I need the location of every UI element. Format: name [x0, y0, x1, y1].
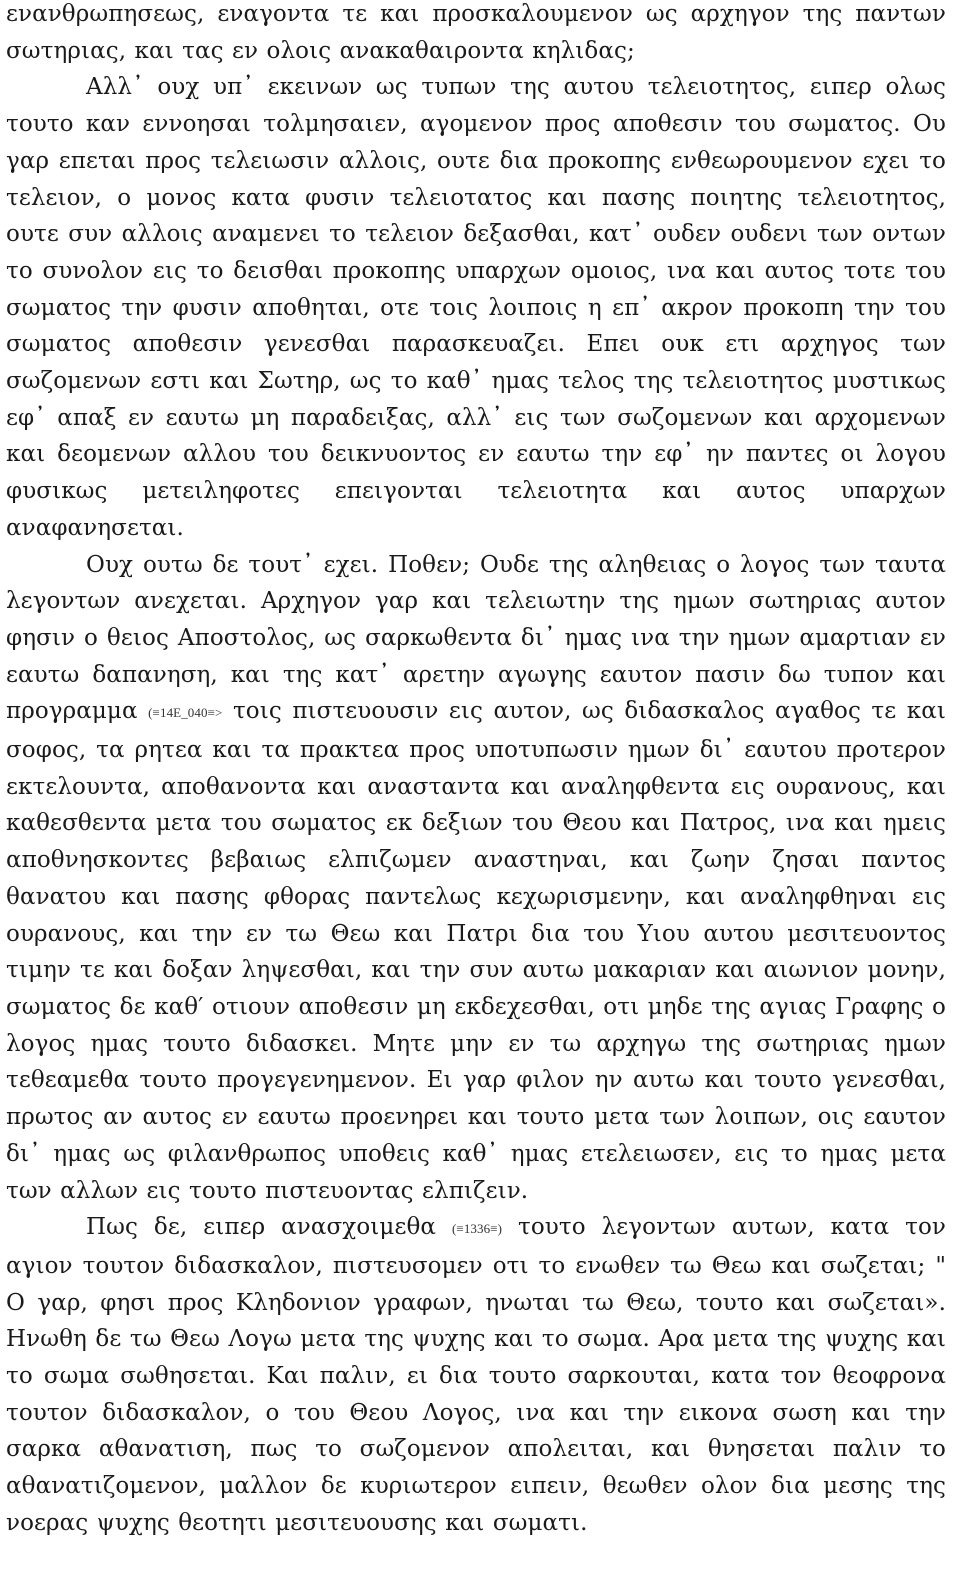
paragraph-3	[6, 547, 946, 1210]
paragraph-text: Ουχ ουτω δε τουτ᾽ εχει. Ποθεν; Ουδε της αληθειας ο λογος των ταυτα λεγοντων ανεχεται. Αρχηγον γαρ και τελειωτην της ημων σωτηριας αυτον φησιν ο θειος Αποστολος, ως σαρκωθεντα δι᾽ ημας ινα την ημων αμαρτιαν εν εαυτω δαπανηση, και της κατ᾽ αρετην αγωγης εαυτον πασιν δω τυπον και προγραμμα	[6, 551, 946, 725]
paragraph-text: τοις πιστευουσιν εις αυτον, ως διδασκαλος αγαθος τε και σοφος, τα ρητεα και τα πρακτεα προς υποτυπωσιν ημων δι᾽ εαυτου προτερον εκτελουντα, αποθανοντα και ανασταντα και αναληφθεντα εις ουρανους, και καθεσθεντα μετα του σωματος εκ δεξιων του Θεου και Πατρος, ινα και ημεις αποθνησκοντες βεβαιως ελπιζωμεν αναστηναι, και ζωην ζησαι παντος θανατου και πασης φθορας παντελως κεχωρισμενην, και αναληφθηναι εις ουρανους, και την εν τω Θεω και Πατρι δια του Υιου αυτου μεσιτευοντος τιμην τε και δοξαν ληψεσθαι, και την συν αυτω μακαριαν και αιωνιον μονην, σωματος δε καθ′ οτιουν αποθεσιν μη εκδεχεσθαι, οτι μηδε της αγιας Γραφης ο λογος ημας τουτο διδασκει. Μητε μην εν τω αρχηγω της σωτηριας ημων τεθεαμεθα τουτο προγεγενημενον. Ει γαρ φιλον ην αυτω και τουτο γενεσθαι, πρωτος αν αυτος εν εαυτω προενηρει και τουτο μετα των λοιπων, οις εαυτον δι᾽ ημας ως φιλανθρωπος υποθεις καθ᾽ ημας ετελειωσεν, εις το ημας μετα των αλλων εις τουτο πιστευοντας ελπιζειν.	[6, 698, 946, 1204]
paragraph-text: Αλλ᾽ ουχ υπ᾽ εκεινων ως τυπων της αυτου τελειοτητος, ειπερ ολως τουτο καν εννοησαι τολμησαιεν, αγομενον προς αποθεσιν του σωματος. Ου γαρ επεται προς τελειωσιν αλλοις, ουτε δια προκοπης ενθεωρουμενον εχει το τελειον, ο μονος κατα φυσιν τελειοτατος και πασης ποιητης τελειοτητος, ουτε συν αλλοις αναμενει το τελειον δεξασθαι, κατ᾽ ουδεν ουδενι των οντων το συνολον εις το δεισθαι προκοπης υπαρχων ομοιος, ινα και αυτος τοτε του σωματος την φυσιν αποθηται, οτε τοις λοιποις η επ᾽ ακρον προκοπη την του σωματος αποθεσιν γενεσθαι παρασκευαζει. Επει ουκ ετι αρχηγος των σωζομενων εστι και Σωτηρ, ως το καθ᾽ ημας τελος της τελειοτητος μυστικως εφ᾽ απαξ εν εαυτω μη παραδειξας, αλλ᾽ εις των σωζομενων και αρχομενων και δεομενων αλλου του δεικνυοντος εν εαυτω την εφ᾽ ην παντες οι λογου φυσικως μετειληφοτες επειγονται τελειοτητα και αυτος υπαρχων αναφανησεται.	[6, 74, 946, 541]
paragraph-2	[6, 69, 946, 546]
page-reference-marker: (≡14E_040≡>	[148, 705, 223, 721]
paragraph-text: ενανθρωπησεως, εναγοντα τε και προσκαλουμενον ως αρχηγον της παντων σωτηριας, και τας εν ολοις ανακαθαιροντα κηλιδας;	[6, 1, 946, 64]
page-reference-marker: (≡1336≡)	[451, 1221, 503, 1237]
paragraph-text: τουτο λεγοντων αυτων, κατα τον αγιον τουτον διδασκαλον, πιστευσομεν οτι το ενωθεν τω Θεω και σωζεται; " Ο γαρ, φησι προς Κληδονιον γραφων, ηνωται τω Θεω, τουτο και σωζεται». Ηνωθη δε τω Θεω Λογω μετα της ψυχης και το σωμα. Αρα μετα της ψυχης και το σωμα σωθησεται. Και παλιν, ει δια τουτο σαρκουται, κατα τον θεοφρονα τουτον διδασκαλον, ο του Θεου Λογος, ινα και την εικονα σωση και την σαρκα αθανατιση, πως το σωζομενον απολειται, και θνησεται παλιν το αθανατιζομενον, μαλλον δε κυριωτερον ειπειν, θεωθεν ολον δια μεσης της νοερας ψυχης θεοτητι μεσιτευουσης και σωματι.	[6, 1214, 946, 1536]
paragraph-text: Πως δε, ειπερ ανασχοιμεθα	[86, 1214, 452, 1241]
paragraph-1	[6, 0, 946, 69]
paragraph-4	[6, 1209, 946, 1541]
